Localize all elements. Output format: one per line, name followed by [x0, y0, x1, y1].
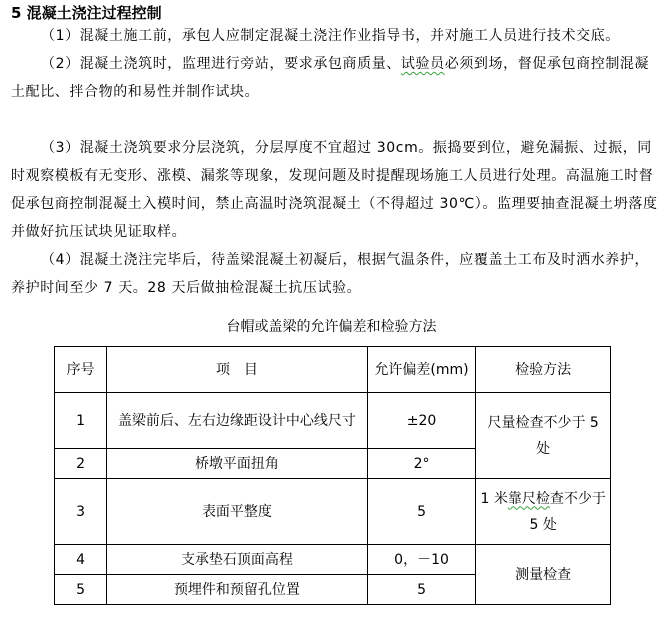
- row-deviation: 5: [367, 479, 476, 545]
- table-row: [55, 545, 611, 575]
- row-item: 桥墩平面扭角: [107, 449, 368, 479]
- table-row: [55, 393, 611, 449]
- table-header-row: [55, 347, 611, 393]
- header-deviation: 允许偏差(mm): [367, 347, 476, 393]
- tolerance-table: [54, 346, 611, 605]
- section-heading: 5 混凝土浇注过程控制: [11, 4, 162, 22]
- paragraph-2: [11, 50, 659, 106]
- row-no: 3: [55, 479, 107, 545]
- paragraph-2-part-a: （2）混凝土浇筑时，监理进行旁站，要求承包商质量、: [41, 56, 401, 72]
- row-item: 表面平整度: [107, 479, 368, 545]
- row-deviation: ±20: [367, 393, 476, 449]
- header-no: 序号: [55, 347, 107, 393]
- row-no: 4: [55, 545, 107, 575]
- row-method: [476, 479, 611, 545]
- row-deviation: 5: [367, 575, 476, 605]
- paragraph-3: （3）混凝土浇筑要求分层浇筑，分层厚度不宜超过 30cm。振捣要到位，避免漏振、过振，同时观察模板有无变形、涨模、漏浆等现象，发现问题及时提醒现场施工人员进行处理。高温施工时督促承包商控制混凝土入模时间，禁止高温时浇筑混凝土（不得超过 30℃）。监理要抽查混凝土坍落度并做好抗压试块见证取样。: [11, 140, 658, 240]
- row-deviation: 2°: [367, 449, 476, 479]
- row-no: 2: [55, 449, 107, 479]
- row-method: 测量检查: [476, 545, 611, 605]
- row-item: 预埋件和预留孔位置: [107, 575, 368, 605]
- row-method: 尺量检查不少于 5 处: [476, 393, 611, 479]
- paragraph-2-part-c: 必须到场，督促承包商控制混凝土配比、拌合物的和易性并制作试块。: [11, 56, 650, 100]
- row-item: 支承垫石顶面高程: [107, 545, 368, 575]
- row-deviation: 0，－10: [367, 545, 476, 575]
- header-item: 项 目: [107, 347, 368, 393]
- row-no: 1: [55, 393, 107, 449]
- row-method-part-a: 1 米: [480, 490, 508, 507]
- header-method: 检验方法: [476, 347, 611, 393]
- paragraph-1: （1）混凝土施工前，承包人应制定混凝土浇注作业指导书，并对施工人员进行技术交底。: [41, 28, 620, 44]
- paragraph-4: （4）混凝土浇注完毕后，待盖梁混凝土初凝后，根据气温条件，应覆盖土工布及时洒水养护，养护时间至少 7 天。28 天后做抽检混凝土抗压试验。: [11, 252, 650, 296]
- spellcheck-underlined-term: 试验员: [400, 56, 445, 72]
- table-caption: 台帽或盖梁的允许偏差和检验方法: [226, 319, 437, 335]
- table-row: [55, 479, 611, 545]
- spellcheck-underlined-term: 靠尺检: [507, 490, 550, 507]
- row-method-part-c: 查不少于 5 处: [529, 490, 606, 533]
- row-no: 5: [55, 575, 107, 605]
- row-item: 盖梁前后、左右边缘距设计中心线尺寸: [107, 393, 368, 449]
